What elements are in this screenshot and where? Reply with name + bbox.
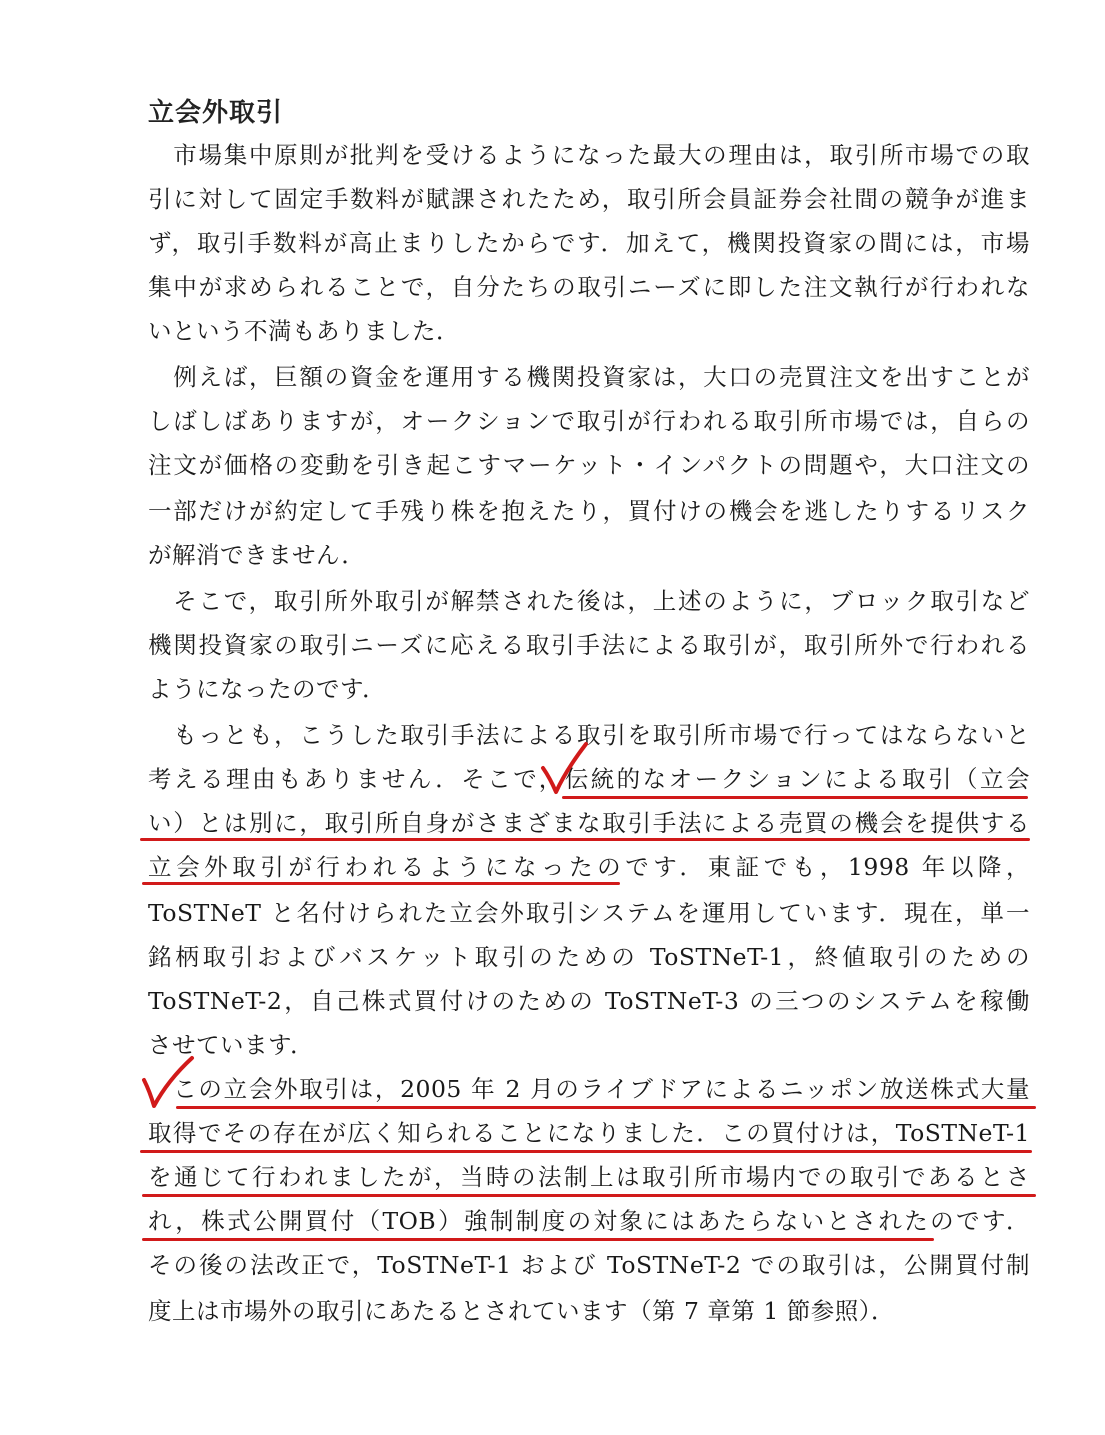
text-line: い）とは別に，取引所自身がさまざまな取引手法による売買の機会を提供する bbox=[148, 809, 1030, 837]
text-line: しばしばありますが，オークションで取引が行われる取引所市場では，自らの bbox=[148, 407, 1030, 435]
text-line: が解消できません． bbox=[148, 541, 366, 569]
text-line: 取得でその存在が広く知られることになりました．この買付けは，ToSTNeT-1 bbox=[148, 1119, 1030, 1147]
text-line: 集中が求められることで，自分たちの取引ニーズに即した注文執行が行われな bbox=[148, 273, 1030, 301]
check-mark-icon bbox=[543, 744, 586, 792]
text-line: ToSTNeT と名付けられた立会外取引システムを運用しています．現在，単一 bbox=[148, 899, 1030, 927]
text-line: れ，株式公開買付（TOB）強制制度の対象にはあたらないとされたのです． bbox=[148, 1207, 1030, 1235]
text-line: 立会外取引が行われるようになったのです．東証でも，1998 年以降， bbox=[148, 853, 1030, 881]
text-line: いという不満もありました． bbox=[148, 317, 460, 345]
text-line: 注文が価格の変動を引き起こすマーケット・インパクトの問題や，大口注文の bbox=[148, 451, 1030, 479]
text-line: 度上は市場外の取引にあたるとされています（第 7 章第 1 節参照）． bbox=[148, 1297, 896, 1325]
section-heading: 立会外取引 bbox=[148, 98, 284, 128]
text-line: 機関投資家の取引ニーズに応える取引手法による取引が，取引所外で行われる bbox=[148, 631, 1030, 659]
text-line: 考える理由もありません．そこで，伝統的なオークションによる取引（立会 bbox=[148, 765, 1030, 793]
text-line: を通じて行われましたが，当時の法制上は取引所市場内での取引であるとさ bbox=[148, 1163, 1030, 1191]
text-line: 市場集中原則が批判を受けるようになった最大の理由は，取引所市場での取 bbox=[148, 141, 1030, 169]
text-line: 一部だけが約定して手残り株を抱えたり，買付けの機会を逃したりするリスク bbox=[148, 497, 1030, 525]
text-line: もっとも，こうした取引手法による取引を取引所市場で行ってはならないと bbox=[148, 721, 1030, 749]
check-mark-icon bbox=[144, 1058, 192, 1106]
text-line: ようになったのです． bbox=[148, 675, 387, 703]
text-line: 銘柄取引およびバスケット取引のための ToSTNeT-1，終値取引のための bbox=[148, 943, 1030, 971]
text-line: その後の法改正で，ToSTNeT-1 および ToSTNeT-2 での取引は，公開買付制 bbox=[148, 1251, 1030, 1279]
text-line: ず，取引手数料が高止まりしたからです．加えて，機関投資家の間には，市場 bbox=[148, 229, 1030, 257]
text-line: 例えば，巨額の資金を運用する機関投資家は，大口の売買注文を出すことが bbox=[148, 363, 1030, 391]
text-line: この立会外取引は，2005 年 2 月のライブドアによるニッポン放送株式大量 bbox=[148, 1075, 1030, 1103]
text-line: ToSTNeT-2，自己株式買付けのための ToSTNeT-3 の三つのシステムを稼働 bbox=[148, 987, 1030, 1015]
text-line: させています． bbox=[148, 1031, 315, 1059]
text-line: 引に対して固定手数料が賦課されたため，取引所会員証券会社間の競争が進ま bbox=[148, 185, 1030, 213]
text-line: そこで，取引所外取引が解禁された後は，上述のように，ブロック取引など bbox=[148, 587, 1030, 615]
